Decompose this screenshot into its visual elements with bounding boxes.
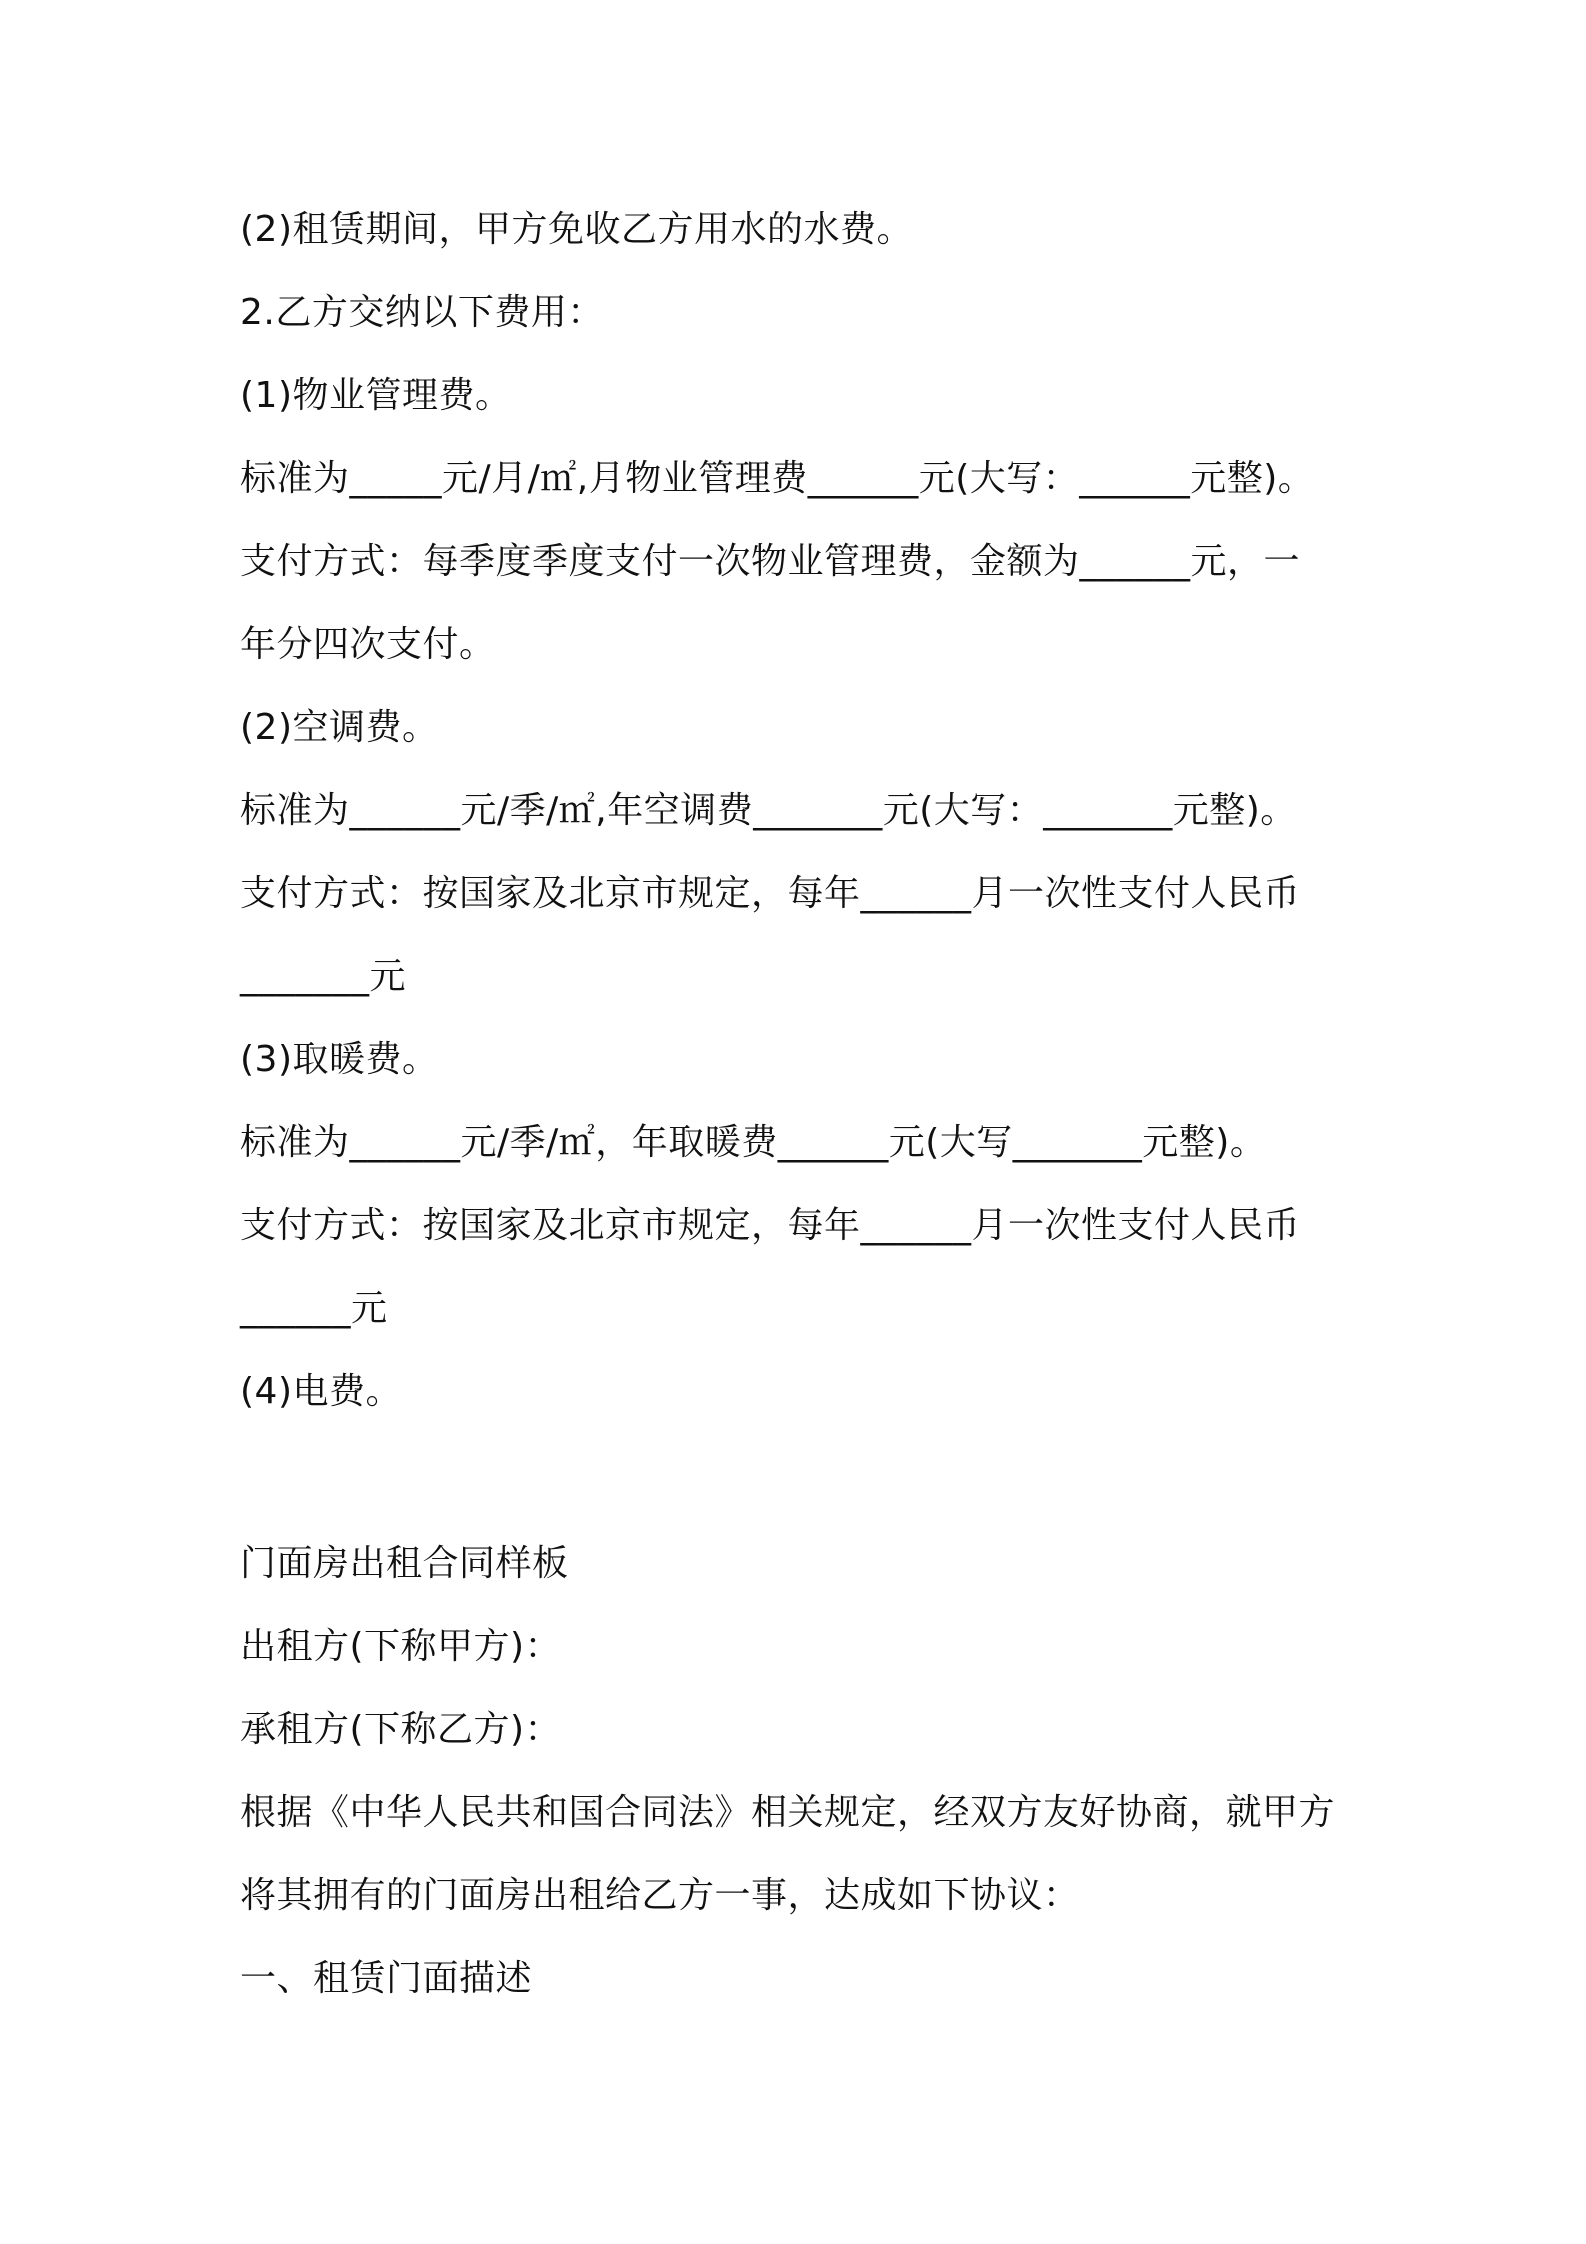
text-line: (4)电费。 [240,1371,402,1412]
text-line: 标准为______元/季/㎡，年取暖费______元(大写_______元整)。 [240,1122,1267,1163]
text-line: 承租方(下称乙方)： [240,1709,562,1750]
text-line: _______元 [240,956,407,997]
text-line: 根据《中华人民共和国合同法》相关规定，经双方友好协商，就甲方 [240,1792,1336,1833]
text-line: 出租方(下称甲方)： [240,1626,562,1667]
text-line: 2.乙方交纳以下费用： [240,292,604,333]
text-line: 支付方式：每季度季度支付一次物业管理费，金额为______元，一 [240,541,1301,582]
text-line: 一、租赁门面描述 [240,1958,533,1999]
text-line: 支付方式：按国家及北京市规定，每年______月一次性支付人民币 [240,873,1301,914]
text-line: 支付方式：按国家及北京市规定，每年______月一次性支付人民币 [240,1205,1301,1246]
text-line: (2)租赁期间，甲方免收乙方用水的水费。 [240,209,913,250]
text-line: ______元 [240,1288,388,1329]
section-title: 门面房出租合同样板 [240,1543,569,1584]
text-line: 年分四次支付。 [240,624,496,665]
text-line: 将其拥有的门面房出租给乙方一事，达成如下协议： [240,1875,1080,1916]
text-line: (2)空调费。 [240,707,439,748]
text-line: 标准为_____元/月/㎡,月物业管理费______元(大写：______元整)。 [240,458,1315,499]
text-line: 标准为______元/季/㎡,年空调费_______元(大写：_______元整)。 [240,790,1297,831]
text-line: (3)取暖费。 [240,1039,439,1080]
text-line: (1)物业管理费。 [240,375,512,416]
